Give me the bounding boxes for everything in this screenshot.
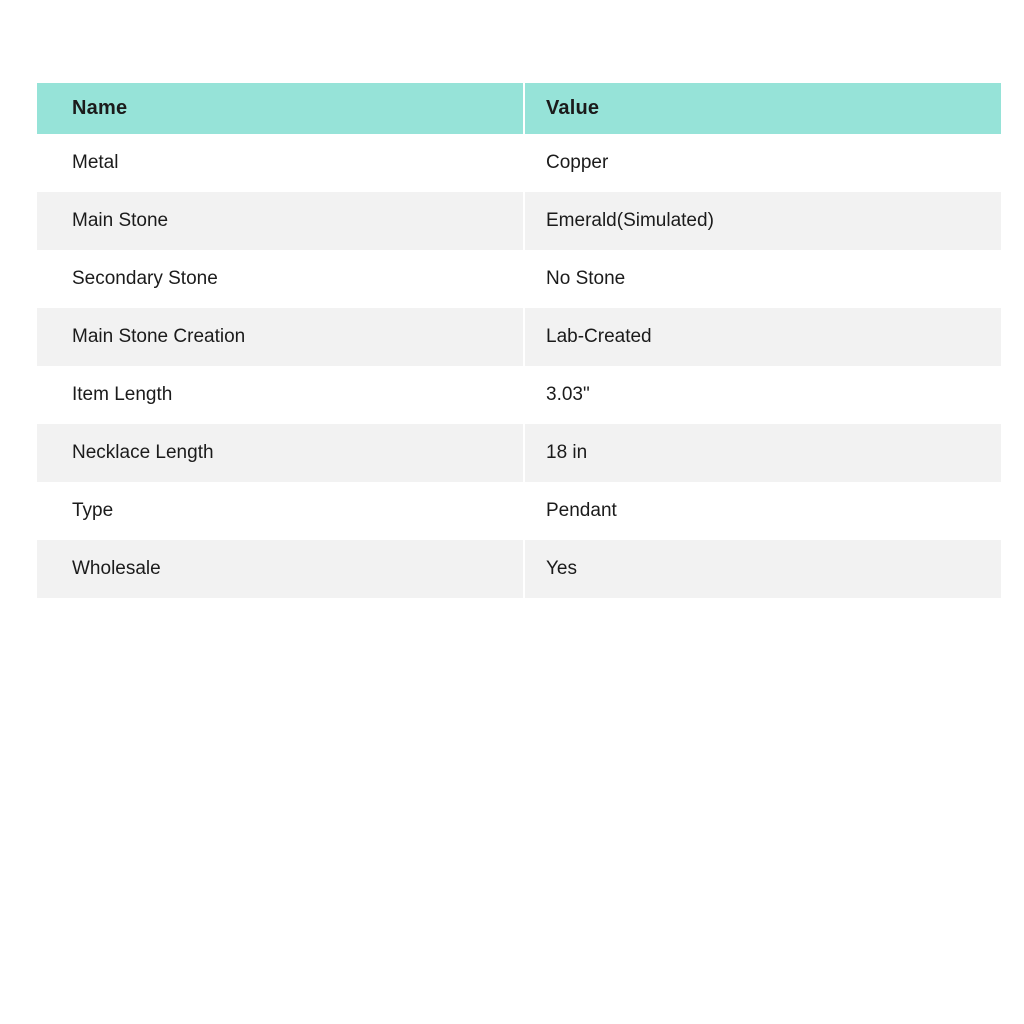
column-header-name: Name xyxy=(37,83,523,134)
attribute-name-cell: Necklace Length xyxy=(37,424,523,482)
attribute-name-cell: Main Stone xyxy=(37,192,523,250)
table-row xyxy=(37,308,1001,366)
table-row xyxy=(37,250,1001,308)
table-row xyxy=(37,540,1001,598)
table-row xyxy=(37,424,1001,482)
table-row xyxy=(37,134,1001,192)
attribute-name-cell: Metal xyxy=(37,134,523,192)
attribute-name-cell: Type xyxy=(37,482,523,540)
attribute-value-cell: 3.03" xyxy=(525,366,1001,424)
table-row xyxy=(37,366,1001,424)
attribute-value-cell: Pendant xyxy=(525,482,1001,540)
table-row xyxy=(37,482,1001,540)
product-spec-table xyxy=(37,83,1001,598)
attribute-name-cell: Secondary Stone xyxy=(37,250,523,308)
table-row xyxy=(37,192,1001,250)
attribute-value-cell: Emerald(Simulated) xyxy=(525,192,1001,250)
attribute-name-cell: Wholesale xyxy=(37,540,523,598)
attribute-value-cell: Copper xyxy=(525,134,1001,192)
attribute-name-cell: Item Length xyxy=(37,366,523,424)
table-header-row xyxy=(37,83,1001,134)
attribute-value-cell: Yes xyxy=(525,540,1001,598)
table-body xyxy=(37,134,1001,598)
column-header-value: Value xyxy=(525,83,1001,134)
attribute-value-cell: Lab-Created xyxy=(525,308,1001,366)
attribute-name-cell: Main Stone Creation xyxy=(37,308,523,366)
attribute-value-cell: 18 in xyxy=(525,424,1001,482)
attribute-value-cell: No Stone xyxy=(525,250,1001,308)
